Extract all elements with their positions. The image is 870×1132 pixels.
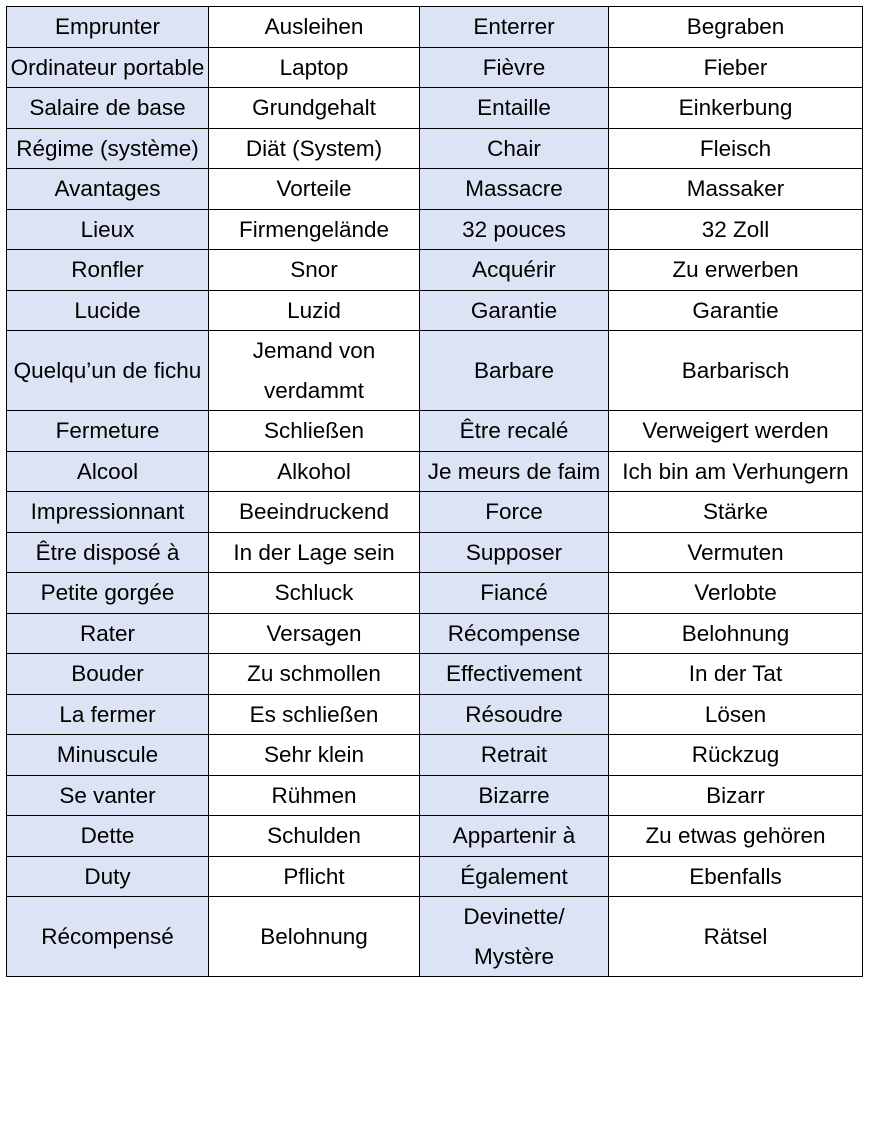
german-translation-cell: In der Tat bbox=[609, 654, 863, 695]
german-translation-cell: Rätsel bbox=[609, 897, 863, 977]
french-term-cell: Ordinateur portable bbox=[7, 47, 209, 88]
german-translation-cell: Stärke bbox=[609, 492, 863, 533]
french-term-cell: Récompensé bbox=[7, 897, 209, 977]
german-translation-cell: Begraben bbox=[609, 7, 863, 48]
table-row bbox=[7, 573, 863, 614]
french-term-cell: Duty bbox=[7, 856, 209, 897]
french-term-cell: Lucide bbox=[7, 290, 209, 331]
french-term-cell: Fermeture bbox=[7, 411, 209, 452]
french-term-cell: Chair bbox=[420, 128, 609, 169]
table-row bbox=[7, 88, 863, 129]
french-term-cell: Régime (système) bbox=[7, 128, 209, 169]
german-translation-cell: Garantie bbox=[609, 290, 863, 331]
german-translation-cell: Ich bin am Verhungern bbox=[609, 451, 863, 492]
table-row bbox=[7, 694, 863, 735]
french-term-cell: Également bbox=[420, 856, 609, 897]
french-term-cell: Lieux bbox=[7, 209, 209, 250]
french-term-cell: Devinette/ Mystère bbox=[420, 897, 609, 977]
german-translation-cell: Schluck bbox=[209, 573, 420, 614]
german-translation-cell: Snor bbox=[209, 250, 420, 291]
german-translation-cell: Fleisch bbox=[609, 128, 863, 169]
german-translation-cell: 32 Zoll bbox=[609, 209, 863, 250]
german-translation-cell: Firmengelände bbox=[209, 209, 420, 250]
french-term-cell: Enterrer bbox=[420, 7, 609, 48]
german-translation-cell: Rühmen bbox=[209, 775, 420, 816]
table-row bbox=[7, 492, 863, 533]
german-translation-cell: Lösen bbox=[609, 694, 863, 735]
french-term-cell: Être recalé bbox=[420, 411, 609, 452]
german-translation-cell: Massaker bbox=[609, 169, 863, 210]
german-translation-cell: Zu schmollen bbox=[209, 654, 420, 695]
german-translation-cell: Sehr klein bbox=[209, 735, 420, 776]
french-term-cell: 32 pouces bbox=[420, 209, 609, 250]
table-row bbox=[7, 290, 863, 331]
german-translation-cell: Vermuten bbox=[609, 532, 863, 573]
french-term-cell: Se vanter bbox=[7, 775, 209, 816]
french-term-cell: Massacre bbox=[420, 169, 609, 210]
french-term-cell: Minuscule bbox=[7, 735, 209, 776]
french-term-cell: Petite gorgée bbox=[7, 573, 209, 614]
table-row bbox=[7, 897, 863, 977]
french-term-cell: Récompense bbox=[420, 613, 609, 654]
german-translation-cell: Schließen bbox=[209, 411, 420, 452]
french-term-cell: Supposer bbox=[420, 532, 609, 573]
german-translation-cell: Zu erwerben bbox=[609, 250, 863, 291]
table-row bbox=[7, 169, 863, 210]
german-translation-cell: Es schließen bbox=[209, 694, 420, 735]
german-translation-cell: Beeindruckend bbox=[209, 492, 420, 533]
table-row bbox=[7, 7, 863, 48]
table-row bbox=[7, 654, 863, 695]
table-row bbox=[7, 451, 863, 492]
french-term-cell: Quelqu’un de fichu bbox=[7, 331, 209, 411]
table-row bbox=[7, 532, 863, 573]
table-row bbox=[7, 331, 863, 411]
german-translation-cell: Diät (System) bbox=[209, 128, 420, 169]
french-term-cell: Bizarre bbox=[420, 775, 609, 816]
german-translation-cell: In der Lage sein bbox=[209, 532, 420, 573]
german-translation-cell: Pflicht bbox=[209, 856, 420, 897]
french-term-cell: Avantages bbox=[7, 169, 209, 210]
table-row bbox=[7, 209, 863, 250]
french-term-cell: La fermer bbox=[7, 694, 209, 735]
german-translation-cell: Barbarisch bbox=[609, 331, 863, 411]
german-translation-cell: Einkerbung bbox=[609, 88, 863, 129]
table-row bbox=[7, 816, 863, 857]
german-translation-cell: Luzid bbox=[209, 290, 420, 331]
table-row bbox=[7, 775, 863, 816]
french-term-cell: Retrait bbox=[420, 735, 609, 776]
german-translation-cell: Verlobte bbox=[609, 573, 863, 614]
french-term-cell: Fièvre bbox=[420, 47, 609, 88]
table-row bbox=[7, 250, 863, 291]
table-row bbox=[7, 128, 863, 169]
german-translation-cell: Ausleihen bbox=[209, 7, 420, 48]
french-term-cell: Acquérir bbox=[420, 250, 609, 291]
german-translation-cell: Belohnung bbox=[609, 613, 863, 654]
french-term-cell: Impressionnant bbox=[7, 492, 209, 533]
french-term-cell: Je meurs de faim bbox=[420, 451, 609, 492]
german-translation-cell: Zu etwas gehören bbox=[609, 816, 863, 857]
french-term-cell: Ronfler bbox=[7, 250, 209, 291]
table-row bbox=[7, 411, 863, 452]
french-term-cell: Effectivement bbox=[420, 654, 609, 695]
french-term-cell: Garantie bbox=[420, 290, 609, 331]
german-translation-cell: Belohnung bbox=[209, 897, 420, 977]
table-row bbox=[7, 735, 863, 776]
table-row bbox=[7, 47, 863, 88]
german-translation-cell: Ebenfalls bbox=[609, 856, 863, 897]
french-term-cell: Emprunter bbox=[7, 7, 209, 48]
french-term-cell: Appartenir à bbox=[420, 816, 609, 857]
german-translation-cell: Bizarr bbox=[609, 775, 863, 816]
german-translation-cell: Laptop bbox=[209, 47, 420, 88]
french-term-cell: Fiancé bbox=[420, 573, 609, 614]
french-term-cell: Être disposé à bbox=[7, 532, 209, 573]
french-term-cell: Barbare bbox=[420, 331, 609, 411]
german-translation-cell: Schulden bbox=[209, 816, 420, 857]
french-term-cell: Salaire de base bbox=[7, 88, 209, 129]
french-term-cell: Dette bbox=[7, 816, 209, 857]
german-translation-cell: Verweigert werden bbox=[609, 411, 863, 452]
german-translation-cell: Alkohol bbox=[209, 451, 420, 492]
german-translation-cell: Jemand von verdammt bbox=[209, 331, 420, 411]
french-term-cell: Résoudre bbox=[420, 694, 609, 735]
table-row bbox=[7, 856, 863, 897]
french-term-cell: Entaille bbox=[420, 88, 609, 129]
french-term-cell: Rater bbox=[7, 613, 209, 654]
german-translation-cell: Rückzug bbox=[609, 735, 863, 776]
german-translation-cell: Vorteile bbox=[209, 169, 420, 210]
french-term-cell: Force bbox=[420, 492, 609, 533]
german-translation-cell: Grundgehalt bbox=[209, 88, 420, 129]
german-translation-cell: Fieber bbox=[609, 47, 863, 88]
german-translation-cell: Versagen bbox=[209, 613, 420, 654]
table-row bbox=[7, 613, 863, 654]
french-term-cell: Alcool bbox=[7, 451, 209, 492]
vocabulary-table bbox=[6, 6, 863, 977]
french-term-cell: Bouder bbox=[7, 654, 209, 695]
